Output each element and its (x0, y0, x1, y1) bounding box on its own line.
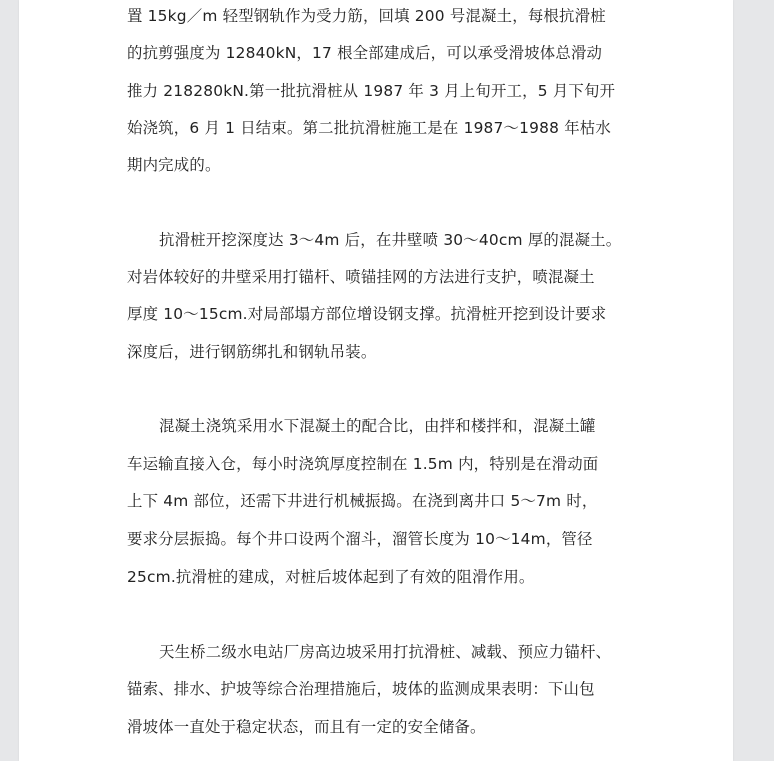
paragraph-3-line-1: 混凝土浇筑采用水下混凝土的配合比，由拌和楼拌和，混凝土罐 (159, 417, 596, 435)
paragraph-2-line-3: 厚度 10～15cm.对局部塌方部位增设钢支撑。抗滑桩开挖到设计要求 (127, 305, 607, 323)
paragraph-3-line-2: 车运输直接入仓，每小时浇筑厚度控制在 1.5m 内，特别是在滑动面 (127, 455, 599, 473)
paragraph-4-line-2: 锚索、排水、护坡等综合治理措施后，坡体的监测成果表明：下山包 (127, 680, 595, 698)
paragraph-4-line-1: 天生桥二级水电站厂房高边坡采用打抗滑桩、减载、预应力锚杆、 (159, 643, 612, 661)
paragraph-3-line-4: 要求分层振捣。每个井口设两个溜斗，溜管长度为 10～14m，管径 (127, 530, 593, 548)
paragraph-3-line-3: 上下 4m 部位，还需下井进行机械振捣。在浇到离井口 5～7m 时， (127, 492, 598, 510)
paragraph-1-line-4: 始浇筑，6 月 1 日结束。第二批抗滑桩施工是在 1987～1988 年枯水 (127, 119, 611, 137)
paragraph-2-line-1: 抗滑桩开挖深度达 3～4m 后，在井壁喷 30～40cm 厚的混凝土。 (159, 231, 622, 249)
paragraph-1-line-3: 推力 218280kN.第一批抗滑桩从 1987 年 3 月上旬开工，5 月下旬开 (127, 82, 616, 100)
paragraph-1-line-1: 置 15kg／m 轻型钢轨作为受力筋，回填 200 号混凝土，每根抗滑桩 (127, 7, 606, 25)
paragraph-3-line-5: 25cm.抗滑桩的建成，对桩后坡体起到了有效的阻滑作用。 (127, 568, 535, 586)
paragraph-2-line-2: 对岩体较好的井壁采用打锚杆、喷锚挂网的方法进行支护，喷混凝土 (127, 268, 595, 286)
document-page (19, 0, 733, 761)
vertical-scrollbar[interactable] (758, 0, 774, 761)
paragraph-4-line-3: 滑坡体一直处于稳定状态，而且有一定的安全储备。 (127, 718, 486, 736)
paragraph-1-line-5: 期内完成的。 (127, 156, 221, 174)
paragraph-2-line-4: 深度后，进行钢筋绑扎和钢轨吊装。 (127, 343, 377, 361)
paragraph-1-line-2: 的抗剪强度为 12840kN，17 根全部建成后，可以承受滑坡体总滑动 (127, 44, 603, 62)
